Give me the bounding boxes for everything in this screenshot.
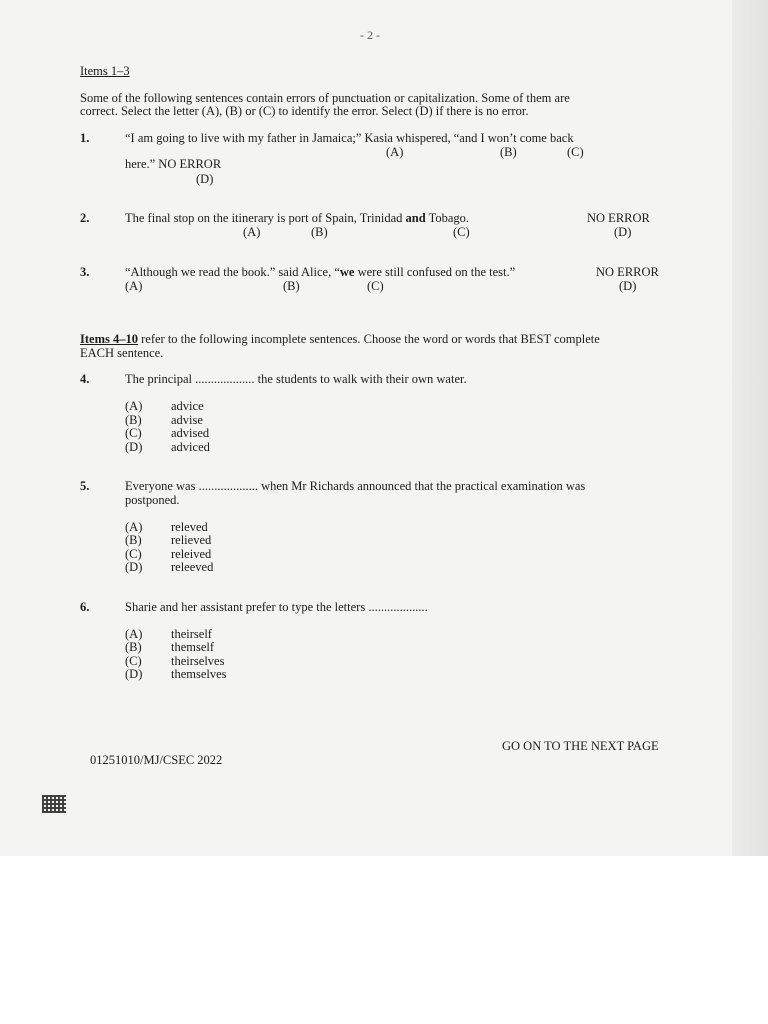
question-5-option-letter-c: (C) bbox=[125, 547, 142, 561]
question-number-6: 6. bbox=[80, 600, 90, 614]
question-1-marker-d: (D) bbox=[196, 172, 214, 186]
question-number-2: 2. bbox=[80, 211, 90, 225]
question-2-no-error: NO ERROR bbox=[587, 211, 650, 225]
question-number-5: 5. bbox=[80, 479, 90, 493]
question-5-option-letter-d: (D) bbox=[125, 560, 143, 574]
question-number-1: 1. bbox=[80, 131, 90, 145]
question-2-text-a: The final stop on the itinerary is port of Spain, Trinidad bbox=[125, 211, 406, 225]
question-3-text-b: we bbox=[339, 265, 355, 279]
question-6-option-c: theirselves bbox=[171, 654, 225, 668]
question-6-option-letter-b: (B) bbox=[125, 640, 142, 654]
question-3-text-c: were still confused on the test.” bbox=[354, 265, 516, 279]
section2-instructions-line1: refer to the following incomplete sentences. Choose the word or words that BEST complete bbox=[137, 332, 600, 346]
page-number: - 2 - bbox=[360, 28, 380, 42]
question-3-marker-a: (A) bbox=[125, 279, 143, 293]
question-5-option-letter-b: (B) bbox=[125, 533, 142, 547]
question-1-line1: “I am going to live with my father in Jamaica;” Kasia whispered, “and I won’t come back bbox=[125, 131, 574, 145]
question-6-option-letter-a: (A) bbox=[125, 627, 143, 641]
section-heading-items-1-3: Items 1–3 bbox=[80, 64, 130, 78]
section2-instructions-line2: EACH sentence. bbox=[80, 346, 164, 360]
question-5-option-c: releived bbox=[171, 547, 212, 561]
question-1-line2: here.” NO ERROR bbox=[125, 157, 222, 171]
page-edge-shadow bbox=[732, 0, 768, 856]
question-4-option-d: adviced bbox=[171, 440, 210, 454]
question-3-text-a: “Although we read the book.” said Alice, “ bbox=[125, 265, 340, 279]
question-6-option-letter-d: (D) bbox=[125, 667, 143, 681]
question-5-stem-line2: postponed. bbox=[125, 493, 180, 507]
question-5-stem-line1: Everyone was ................... when Mr Richards announced that the practical examination was bbox=[125, 479, 586, 493]
question-3-marker-d: (D) bbox=[619, 279, 637, 293]
question-3-no-error: NO ERROR bbox=[596, 265, 659, 279]
question-4-stem: The principal ................... the students to walk with their own water. bbox=[125, 372, 467, 386]
question-4-option-a: advice bbox=[171, 399, 204, 413]
question-6-option-b: themself bbox=[171, 640, 215, 654]
question-1-marker-b: (B) bbox=[500, 145, 517, 159]
question-2-marker-c: (C) bbox=[453, 225, 470, 239]
question-3-marker-c: (C) bbox=[367, 279, 384, 293]
question-5-option-b: relieved bbox=[171, 533, 212, 547]
question-4-option-letter-b: (B) bbox=[125, 413, 142, 427]
paper-code: 01251010/MJ/CSEC 2022 bbox=[90, 753, 223, 767]
question-6-option-d: themselves bbox=[171, 667, 227, 681]
question-2-marker-a: (A) bbox=[243, 225, 261, 239]
question-4-option-b: advise bbox=[171, 413, 203, 427]
question-4-option-letter-c: (C) bbox=[125, 426, 142, 440]
section-heading-items-4-10: Items 4–10 bbox=[80, 332, 138, 346]
section1-instructions-line2: correct. Select the letter (A), (B) or (C) to identify the error. Select (D) if there is no error. bbox=[80, 104, 529, 118]
question-2-text-b: and bbox=[405, 211, 426, 225]
question-2-text-c: Tobago. bbox=[425, 211, 470, 225]
go-on-next-page-note: GO ON TO THE NEXT PAGE bbox=[502, 739, 659, 753]
question-2-marker-b: (B) bbox=[311, 225, 328, 239]
question-5-option-a: releved bbox=[171, 520, 208, 534]
question-5-option-letter-a: (A) bbox=[125, 520, 143, 534]
barcode-image bbox=[42, 795, 66, 813]
question-6-stem: Sharie and her assistant prefer to type the letters ................... bbox=[125, 600, 428, 614]
question-2-text bbox=[125, 211, 469, 225]
question-4-option-letter-d: (D) bbox=[125, 440, 143, 454]
question-3-text bbox=[125, 265, 515, 279]
question-4-option-letter-a: (A) bbox=[125, 399, 143, 413]
question-1-marker-a: (A) bbox=[386, 145, 404, 159]
question-5-option-d: releeved bbox=[171, 560, 214, 574]
question-number-4: 4. bbox=[80, 372, 90, 386]
question-1-marker-c: (C) bbox=[567, 145, 584, 159]
question-4-option-c: advised bbox=[171, 426, 210, 440]
section1-instructions-line1: Some of the following sentences contain errors of punctuation or capitalization. Some of them are bbox=[80, 91, 570, 105]
section2-instructions bbox=[80, 332, 600, 346]
question-6-option-a: theirself bbox=[171, 627, 212, 641]
question-3-marker-b: (B) bbox=[283, 279, 300, 293]
question-number-3: 3. bbox=[80, 265, 90, 279]
question-2-marker-d: (D) bbox=[614, 225, 632, 239]
question-6-option-letter-c: (C) bbox=[125, 654, 142, 668]
